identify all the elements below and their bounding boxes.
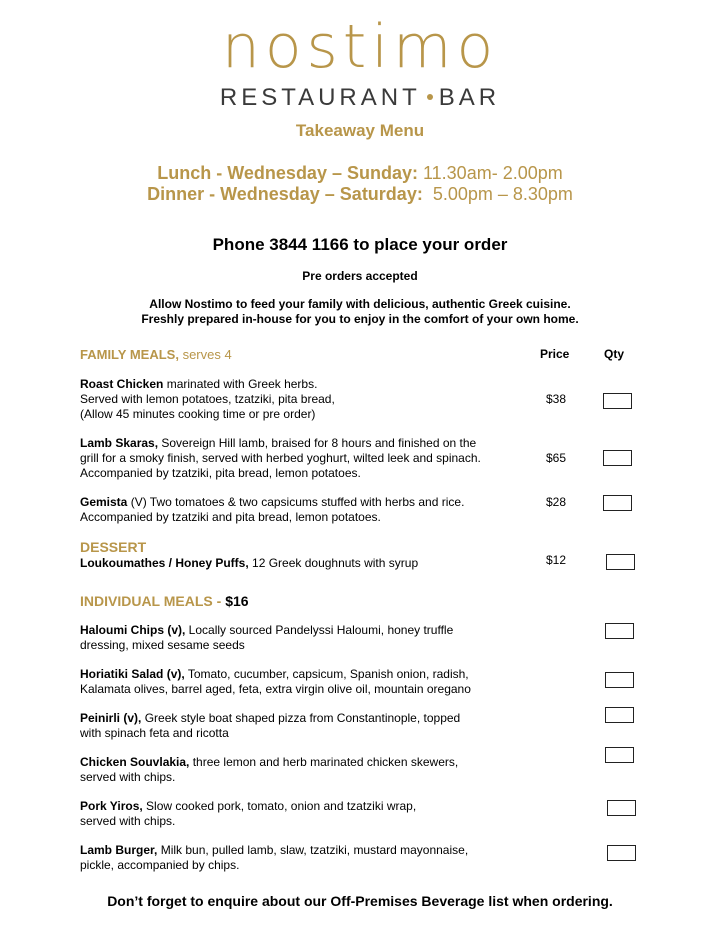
- menu-item-loukoumathes: [80, 556, 530, 571]
- item-desc: marinated with Greek herbs.: [163, 377, 318, 391]
- menu-title: Takeaway Menu: [295, 121, 425, 140]
- menu-item-lamb-burger: [80, 843, 530, 873]
- price-header: Price: [540, 347, 570, 361]
- intro-line-1: Allow Nostimo to feed your family with delicious, authentic Greek cuisine.: [149, 297, 571, 311]
- dinner-time: 5.00pm – 8.30pm: [422, 184, 573, 204]
- menu-item-pork-yiros: [80, 799, 530, 829]
- item-name: Pork Yiros,: [80, 799, 143, 813]
- preorders-note: Pre orders accepted: [302, 269, 418, 283]
- item-desc: Greek style boat shaped pizza from Constantinople, topped: [141, 711, 461, 725]
- item-name: Gemista: [80, 495, 128, 509]
- item-name: Loukoumathes / Honey Puffs,: [80, 556, 249, 570]
- item-desc: three lemon and herb marinated chicken skewers,: [189, 755, 459, 769]
- qty-box[interactable]: [603, 495, 632, 511]
- item-name: Horiatiki Salad (v),: [80, 667, 185, 681]
- item-name: Lamb Skaras,: [80, 436, 159, 450]
- individual-meals-title: INDIVIDUAL MEALS -: [80, 593, 226, 609]
- menu-item-haloumi-chips: [80, 623, 530, 653]
- item-desc: Sovereign Hill lamb, braised for 8 hours and finished on the: [158, 436, 477, 450]
- item-name: Chicken Souvlakia,: [80, 755, 190, 769]
- item-name: Haloumi Chips (v),: [80, 623, 186, 637]
- dinner-label: Dinner - Wednesday – Saturday:: [147, 184, 423, 204]
- item-desc: Locally sourced Pandelyssi Haloumi, honey truffle: [185, 623, 454, 637]
- sub-logo: [0, 84, 720, 112]
- qty-box[interactable]: [605, 707, 634, 723]
- qty-box[interactable]: [607, 800, 636, 816]
- item-desc: (Allow 45 minutes cooking time or pre order): [80, 407, 316, 421]
- qty-box[interactable]: [605, 623, 634, 639]
- item-desc: Kalamata olives, barrel aged, feta, extra virgin olive oil, mountain oregano: [80, 682, 471, 696]
- family-meals-title: FAMILY MEALS,: [80, 347, 179, 362]
- item-desc: grill for a smoky finish, served with herbed yoghurt, wilted leek and spinach.: [80, 451, 481, 465]
- item-price: $38: [545, 392, 567, 406]
- lunch-hours: [0, 163, 720, 184]
- qty-box[interactable]: [605, 747, 634, 763]
- sub-logo-left: RESTAURANT: [219, 84, 421, 111]
- item-name: Roast Chicken: [80, 377, 164, 391]
- item-name: Lamb Burger,: [80, 843, 158, 857]
- family-meals-heading: [80, 347, 232, 362]
- item-desc: dressing, mixed sesame seeds: [80, 638, 245, 652]
- family-meals-serves: serves 4: [178, 347, 232, 362]
- qty-box[interactable]: [606, 554, 635, 570]
- qty-box[interactable]: [607, 845, 636, 861]
- individual-meals-price: $16: [225, 593, 249, 609]
- item-desc: served with chips.: [80, 814, 176, 828]
- qty-box[interactable]: [603, 393, 632, 409]
- menu-item-lamb-skaras: [80, 436, 540, 481]
- sub-logo-right: BAR: [438, 84, 501, 111]
- menu-item-chicken-souvlakia: [80, 755, 530, 785]
- dinner-hours: [0, 184, 720, 205]
- item-price: $65: [545, 451, 567, 465]
- item-price: $12: [545, 553, 567, 567]
- lunch-label: Lunch - Wednesday – Sunday:: [157, 163, 418, 183]
- item-desc: Tomato, cucumber, capsicum, Spanish onion, radish,: [184, 667, 469, 681]
- menu-item-peinirli: [80, 711, 530, 741]
- menu-item-horiatiki-salad: [80, 667, 530, 697]
- menu-item-gemista: [80, 495, 530, 525]
- footer-note: Don’t forget to enquire about our Off-Premises Beverage list when ordering.: [107, 893, 613, 909]
- item-desc: 12 Greek doughnuts with syrup: [248, 556, 419, 570]
- item-desc: (V) Two tomatoes & two capsicums stuffed with herbs and rice.: [127, 495, 465, 509]
- qty-box[interactable]: [605, 672, 634, 688]
- item-desc: Slow cooked pork, tomato, onion and tzatziki wrap,: [142, 799, 417, 813]
- item-desc: Milk bun, pulled lamb, slaw, tzatziki, mustard mayonnaise,: [157, 843, 469, 857]
- item-desc: Accompanied by tzatziki, pita bread, lemon potatoes.: [80, 466, 361, 480]
- item-name: Peinirli (v),: [80, 711, 142, 725]
- lunch-time: 11.30am- 2.00pm: [417, 163, 563, 183]
- item-desc: served with chips.: [80, 770, 176, 784]
- phone-line: Phone 3844 1166 to place your order: [212, 235, 508, 254]
- individual-meals-heading: [80, 593, 249, 609]
- qty-header: Qty: [604, 347, 625, 361]
- item-desc: Accompanied by tzatziki and pita bread, lemon potatoes.: [80, 510, 381, 524]
- logo: nostimo: [221, 12, 499, 82]
- menu-item-roast-chicken: [80, 377, 530, 422]
- item-price: $28: [545, 495, 567, 509]
- dot-separator: [427, 94, 433, 100]
- item-desc: with spinach feta and ricotta: [80, 726, 229, 740]
- item-desc: Served with lemon potatoes, tzatziki, pita bread,: [80, 392, 335, 406]
- item-desc: pickle, accompanied by chips.: [80, 858, 240, 872]
- qty-box[interactable]: [603, 450, 632, 466]
- intro-line-2: Freshly prepared in-house for you to enjoy in the comfort of your own home.: [141, 312, 579, 326]
- dessert-heading: DESSERT: [80, 539, 147, 555]
